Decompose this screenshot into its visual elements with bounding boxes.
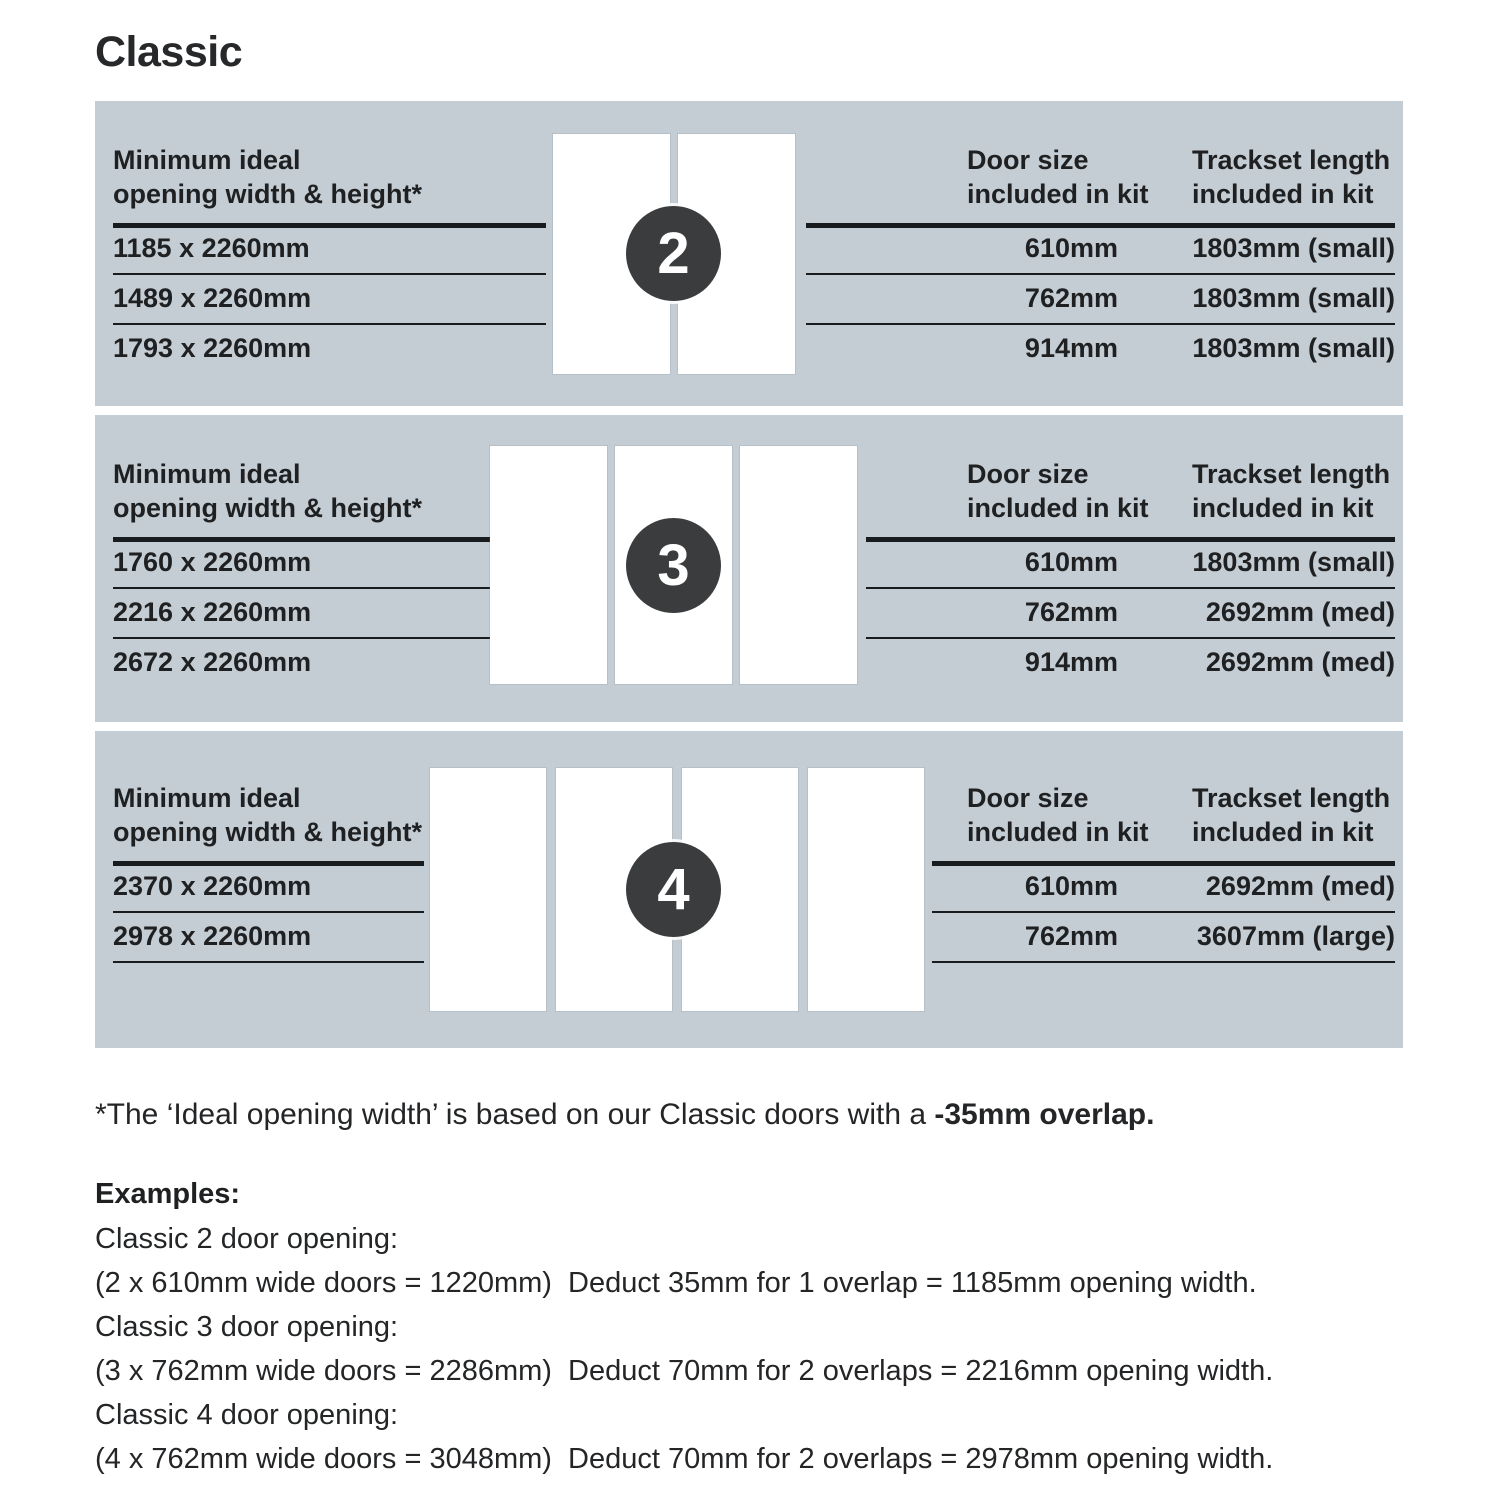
door-count-badge: 2 — [626, 206, 721, 301]
kit-row — [866, 587, 1395, 637]
trackset-value: 2692mm (med) — [1205, 596, 1395, 627]
opening-size-row: 2370 x 2260mm — [113, 870, 312, 901]
opening-size-header-line1: Minimum ideal — [113, 783, 301, 813]
opening-size-row: 1793 x 2260mm — [113, 332, 312, 363]
door-size-value: 610mm — [1024, 870, 1118, 901]
rule — [932, 961, 1395, 963]
opening-size-header-line2: opening width & height* — [113, 817, 422, 847]
example-detail: (2 x 610mm wide doors = 1220mm) Deduct 35mm for 1 overlap = 1185mm opening width. — [95, 1267, 1257, 1299]
kit-table — [806, 101, 1395, 406]
door-size-value: 762mm — [1024, 282, 1118, 313]
door-size-value: 762mm — [1024, 920, 1118, 951]
trackset-header-line1: Trackset length — [1192, 459, 1391, 489]
opening-size-header — [113, 781, 422, 849]
door-size-value: 914mm — [1024, 646, 1118, 677]
footnote-bold: -35mm overlap. — [934, 1098, 1155, 1131]
section-4-door — [95, 731, 1403, 1048]
door-panel — [490, 446, 607, 684]
section-2-door — [95, 101, 1403, 406]
opening-size-header-line1: Minimum ideal — [113, 145, 301, 175]
opening-size-header — [113, 457, 422, 525]
door-size-header — [967, 781, 1149, 849]
opening-size-row: 2672 x 2260mm — [113, 646, 312, 677]
opening-size-row: 2978 x 2260mm — [113, 920, 312, 951]
section-3-door — [95, 415, 1403, 722]
door-size-header — [967, 143, 1149, 211]
trackset-value: 2692mm (med) — [1205, 870, 1395, 901]
trackset-value: 3607mm (large) — [1196, 920, 1395, 951]
kit-row — [806, 323, 1395, 373]
door-count-badge: 3 — [626, 518, 721, 613]
opening-size-header — [113, 143, 422, 211]
door-size-header-line2: included in kit — [967, 493, 1149, 523]
trackset-header — [1192, 143, 1390, 211]
kit-row — [932, 911, 1395, 961]
opening-size-header-line1: Minimum ideal — [113, 459, 301, 489]
trackset-value: 2692mm (med) — [1205, 646, 1395, 677]
door-size-header — [967, 457, 1149, 525]
example-label: Classic 4 door opening: — [95, 1399, 399, 1431]
trackset-header — [1192, 781, 1390, 849]
example-label: Classic 2 door opening: — [95, 1223, 399, 1255]
trackset-header-line2: included in kit — [1192, 179, 1374, 209]
example-detail: (4 x 762mm wide doors = 3048mm) Deduct 70mm for 2 overlaps = 2978mm opening width. — [95, 1443, 1274, 1475]
kit-table — [866, 415, 1395, 722]
door-panel — [430, 768, 546, 1011]
door-size-header-line1: Door size — [967, 459, 1089, 489]
opening-size-row: 1489 x 2260mm — [113, 282, 312, 313]
door-panel — [808, 768, 924, 1011]
kit-row — [932, 861, 1395, 911]
door-size-header-line1: Door size — [967, 145, 1089, 175]
page-title: Classic — [95, 28, 243, 76]
kit-table — [932, 731, 1395, 1048]
door-size-value: 762mm — [1024, 596, 1118, 627]
trackset-header-line1: Trackset length — [1192, 145, 1391, 175]
trackset-value: 1803mm (small) — [1192, 332, 1395, 363]
opening-size-row: 1185 x 2260mm — [113, 232, 310, 263]
footnote-text: *The ‘Ideal opening width’ is based on our Classic doors with a — [95, 1098, 935, 1131]
kit-row — [866, 637, 1395, 687]
kit-row — [866, 537, 1395, 587]
door-size-header-line2: included in kit — [967, 817, 1149, 847]
kit-row — [806, 223, 1395, 273]
opening-size-table — [113, 731, 424, 1048]
opening-size-table — [113, 415, 492, 722]
footnote — [95, 1098, 1403, 1132]
trackset-value: 1803mm (small) — [1192, 232, 1395, 263]
example-label: Classic 3 door opening: — [95, 1311, 399, 1343]
trackset-value: 1803mm (small) — [1192, 282, 1395, 313]
spec-panel — [95, 101, 1403, 1048]
examples-block — [95, 1217, 1403, 1481]
opening-size-header-line2: opening width & height* — [113, 493, 422, 523]
trackset-header-line2: included in kit — [1192, 493, 1374, 523]
trackset-value: 1803mm (small) — [1192, 546, 1395, 577]
opening-size-row: 2216 x 2260mm — [113, 596, 312, 627]
door-panel — [740, 446, 857, 684]
trackset-header — [1192, 457, 1390, 525]
trackset-header-line2: included in kit — [1192, 817, 1374, 847]
trackset-header-line1: Trackset length — [1192, 783, 1391, 813]
rule — [113, 961, 424, 963]
door-size-value: 914mm — [1024, 332, 1118, 363]
door-size-value: 610mm — [1024, 546, 1118, 577]
opening-size-table — [113, 101, 546, 406]
kit-row — [806, 273, 1395, 323]
opening-size-header-line2: opening width & height* — [113, 179, 422, 209]
door-size-header-line2: included in kit — [967, 179, 1149, 209]
door-count-badge: 4 — [626, 842, 721, 937]
door-size-header-line1: Door size — [967, 783, 1089, 813]
door-size-value: 610mm — [1024, 232, 1118, 263]
example-detail: (3 x 762mm wide doors = 2286mm) Deduct 70mm for 2 overlaps = 2216mm opening width. — [95, 1355, 1274, 1387]
opening-size-row: 1760 x 2260mm — [113, 546, 312, 577]
examples-heading: Examples: — [95, 1178, 241, 1210]
